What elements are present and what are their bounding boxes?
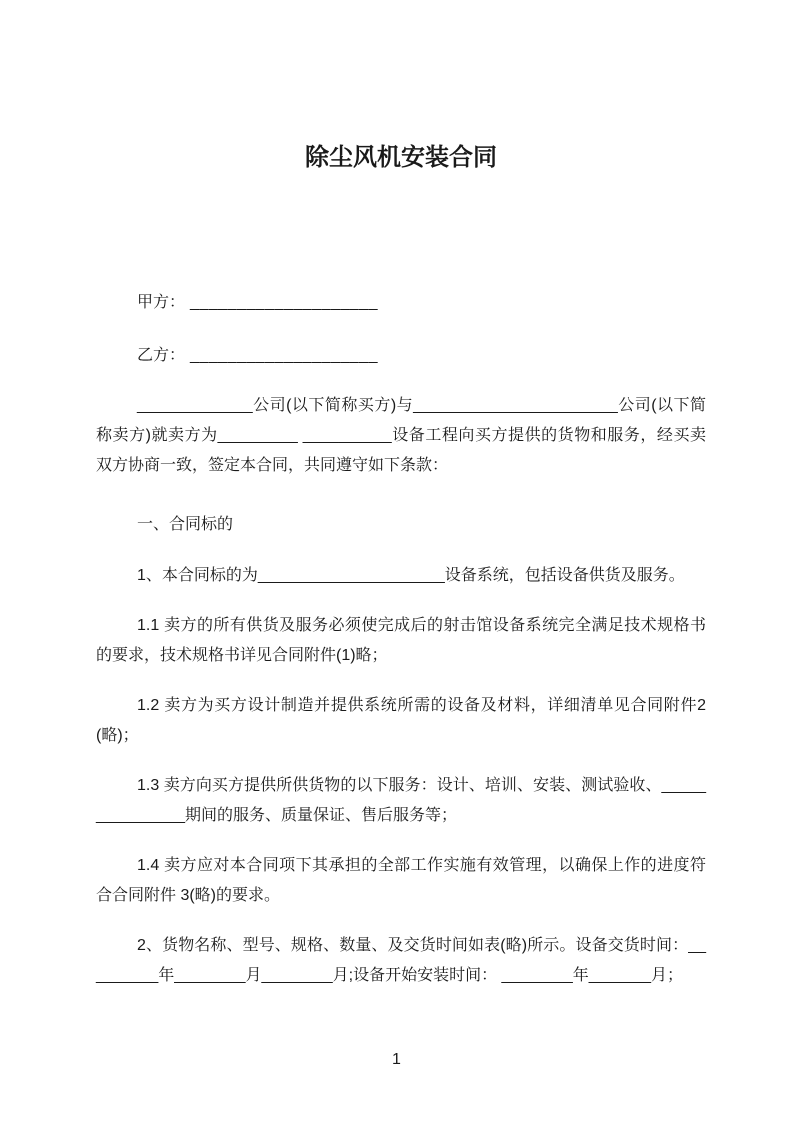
clause-1-paragraph: 1、本合同标的为_____________________设备系统，包括设备供货及服务。 [137, 567, 685, 584]
party-b-label: 乙方： [137, 347, 186, 364]
intro-paragraph: _____________公司(以下简称买方)与_______________________公司(以下简称卖方)就卖方为_________ __________设备工程向买方提供的货物和服务，经买卖双方协商一致，签定本合同，共同遵守如下条款： [96, 397, 706, 474]
page-number: 1 [392, 1051, 401, 1068]
party-a-line [96, 288, 706, 318]
clause-2-paragraph: 2、货物名称、型号、规格、数量、及交货时间如表(略)所示。设备交货时间：_________年________月________月;设备开始安装时间： ________年_______月； [96, 937, 706, 984]
party-b-line [96, 341, 706, 371]
party-a-label: 甲方： [137, 294, 186, 311]
clause-1-1-paragraph: 1.1 卖方的所有供货及服务必须使完成后的射击馆设备系统完全满足技术规格书的要求，技术规格书详见合同附件(1)略； [96, 617, 706, 664]
clause-1-2-paragraph: 1.2 卖方为买方设计制造并提供系统所需的设备及材料，详细清单见合同附件2(略)； [96, 697, 706, 744]
clause-1-3-paragraph: 1.3 卖方向买方提供所供货物的以下服务：设计、培训、安装、测试验收、_______________期间的服务、质量保证、售后服务等； [96, 777, 706, 824]
clause-1-4-paragraph: 1.4 卖方应对本合同项下其承担的全部工作实施有效管理，以确保上作的进度符合合同附件 3(略)的要求。 [96, 857, 706, 904]
party-a-blank-field: ____________________ [190, 294, 378, 311]
party-b-blank-field: ____________________ [190, 347, 378, 364]
section-heading-contract-subject: 一、合同标的 [137, 516, 234, 533]
page-title: 除尘风机安装合同 [305, 144, 497, 171]
